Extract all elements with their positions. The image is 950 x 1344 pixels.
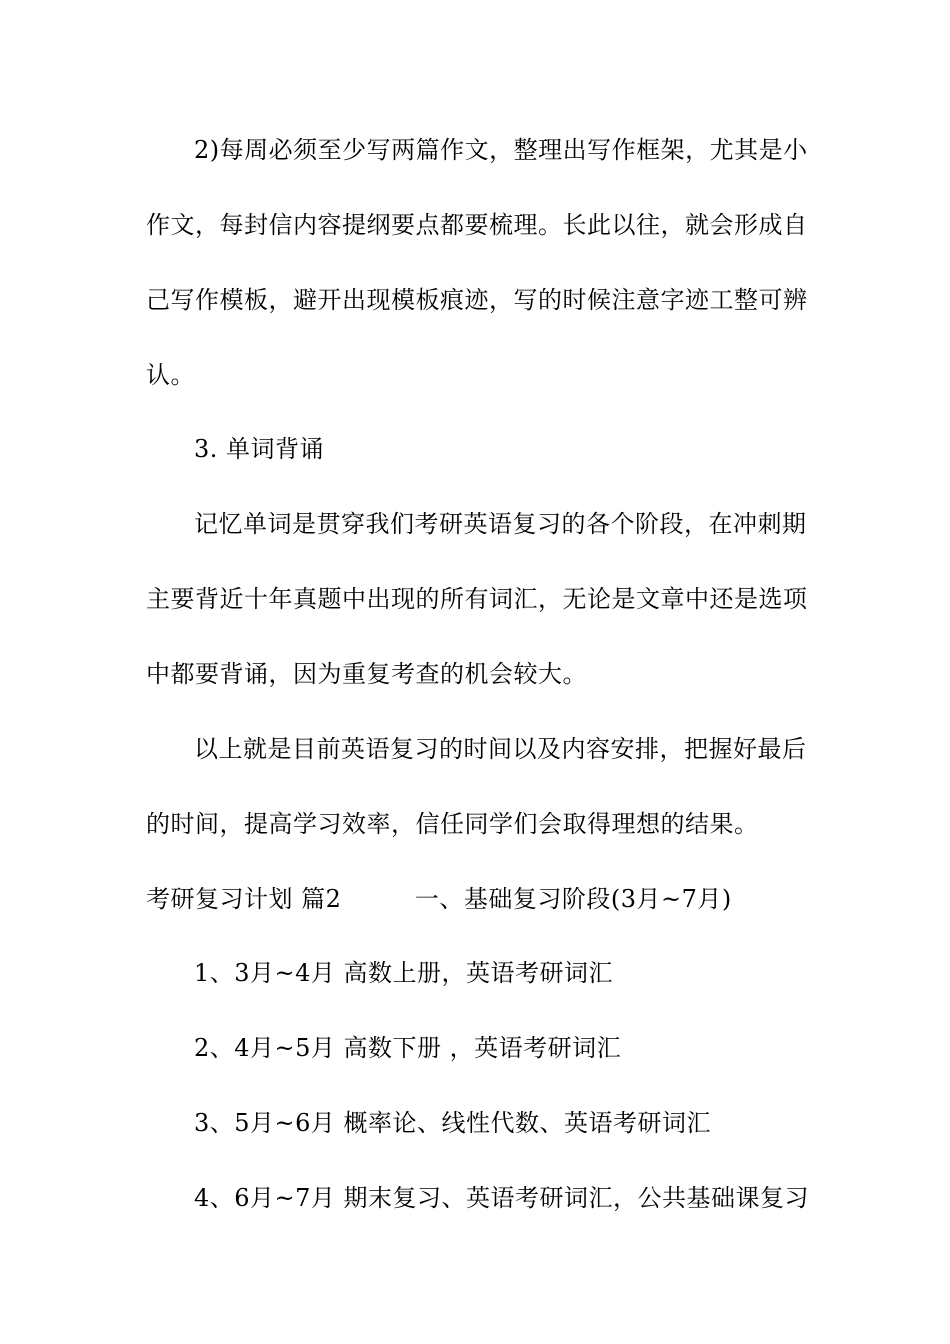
paragraph-line: 认。 xyxy=(146,361,195,389)
plan-heading: 考研复习计划 篇2 一、基础复习阶段(3月~7月) xyxy=(146,885,732,913)
plan-item: 2、4月~5月 高数下册 ，英语考研词汇 xyxy=(194,1034,622,1062)
plan-item: 1、3月~4月 高数上册，英语考研词汇 xyxy=(194,959,614,987)
paragraph-line: 中都要背诵，因为重复考查的机会较大。 xyxy=(146,660,587,688)
paragraph-line: 主要背近十年真题中出现的所有词汇，无论是文章中还是选项 xyxy=(146,585,808,613)
paragraph-line: 记忆单词是贯穿我们考研英语复习的各个阶段，在冲刺期 xyxy=(194,510,807,538)
plan-item: 3、5月~6月 概率论、线性代数、英语考研词汇 xyxy=(194,1109,712,1137)
plan-item: 4、6月~7月 期末复习、英语考研词汇，公共基础课复习 xyxy=(194,1184,810,1212)
paragraph-line: 以上就是目前英语复习的时间以及内容安排，把握好最后 xyxy=(194,735,807,763)
section-heading: 3. 单词背诵 xyxy=(194,435,325,463)
paragraph-line: 己写作模板，避开出现模板痕迹，写的时候注意字迹工整可辨 xyxy=(146,286,808,314)
paragraph-line: 作文，每封信内容提纲要点都要梳理。长此以往，就会形成自 xyxy=(146,211,808,239)
paragraph-line: 的时间，提高学习效率，信任同学们会取得理想的结果。 xyxy=(146,810,759,838)
paragraph-line: 2)每周必须至少写两篇作文，整理出写作框架，尤其是小 xyxy=(194,136,808,164)
